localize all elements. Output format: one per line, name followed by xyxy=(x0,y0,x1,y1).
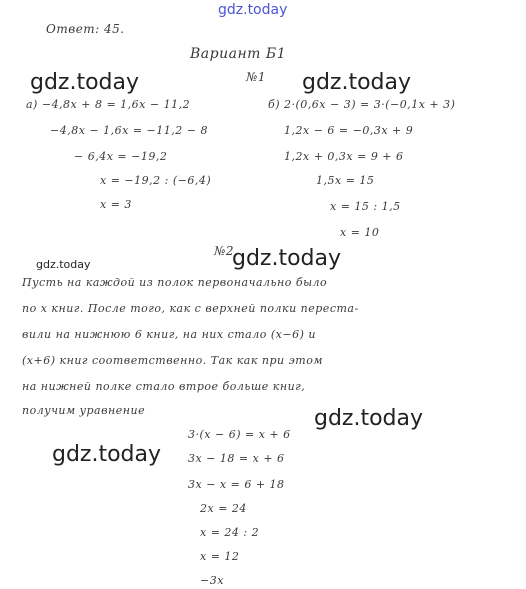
variant-title: Вариант Б1 xyxy=(190,46,287,62)
task2-number: №2 xyxy=(214,244,234,258)
task1-b-line: б) 2·(0,6x − 3) = 3·(−0,1x + 3) xyxy=(268,98,456,111)
task2-eq-line: 3x − x = 6 + 18 xyxy=(188,478,285,491)
task2-eq-line: x = 24 : 2 xyxy=(200,526,260,539)
task2-text-line: (x+6) книг соответственно. Так как при этом xyxy=(22,354,323,367)
task1-b-line: 1,2x − 6 = −0,3x + 9 xyxy=(284,124,414,137)
task1-b-line: x = 15 : 1,5 xyxy=(330,200,401,213)
task2-eq-line: −3x xyxy=(200,574,224,587)
task1-a-line: − 6,4x = −19,2 xyxy=(74,150,168,163)
task1-a-line: а) −4,8x + 8 = 1,6x − 11,2 xyxy=(26,98,191,111)
task1-a-line: x = −19,2 : (−6,4) xyxy=(100,174,212,187)
task1-b-line: 1,5x = 15 xyxy=(316,174,375,187)
task1-a-line: −4,8x − 1,6x = −11,2 − 8 xyxy=(50,124,208,137)
watermark-6: gdz.today xyxy=(430,572,485,585)
watermark-2: gdz.today xyxy=(302,70,412,95)
watermark-1: gdz.today xyxy=(30,70,140,95)
task2-text-line: Пусть на каждой из полок первоначально было xyxy=(22,276,328,289)
task2-eq-line: 2x = 24 xyxy=(200,502,247,515)
task2-eq-line: 3x − 18 = x + 6 xyxy=(188,452,285,465)
task2-text-line: получим уравнение xyxy=(22,404,146,417)
task1-b-line: x = 10 xyxy=(340,226,380,239)
task2-text-line: по x книг. После того, как с верхней полки переста- xyxy=(22,302,359,315)
watermark-3: gdz.today xyxy=(232,246,342,271)
task1-b-line: 1,2x + 0,3x = 9 + 6 xyxy=(284,150,404,163)
task2-eq-line: 3·(x − 6) = x + 6 xyxy=(188,428,291,441)
task2-text-line: на нижней полке стало втрое больше книг, xyxy=(22,380,306,393)
task1-a-line: x = 3 xyxy=(100,198,132,211)
task2-eq-line: x = 12 xyxy=(200,550,240,563)
task2-text-line: вили на нижнюю 6 книг, на них стало (x−6) и xyxy=(22,328,316,341)
previous-answer: Ответ: 45. xyxy=(46,22,125,36)
watermark-5: gdz.today xyxy=(52,442,162,467)
watermark-4: gdz.today xyxy=(314,406,424,431)
watermark-top: gdz.today xyxy=(218,2,288,18)
watermark-small: gdz.today xyxy=(36,258,91,271)
task1-number: №1 xyxy=(246,70,266,84)
